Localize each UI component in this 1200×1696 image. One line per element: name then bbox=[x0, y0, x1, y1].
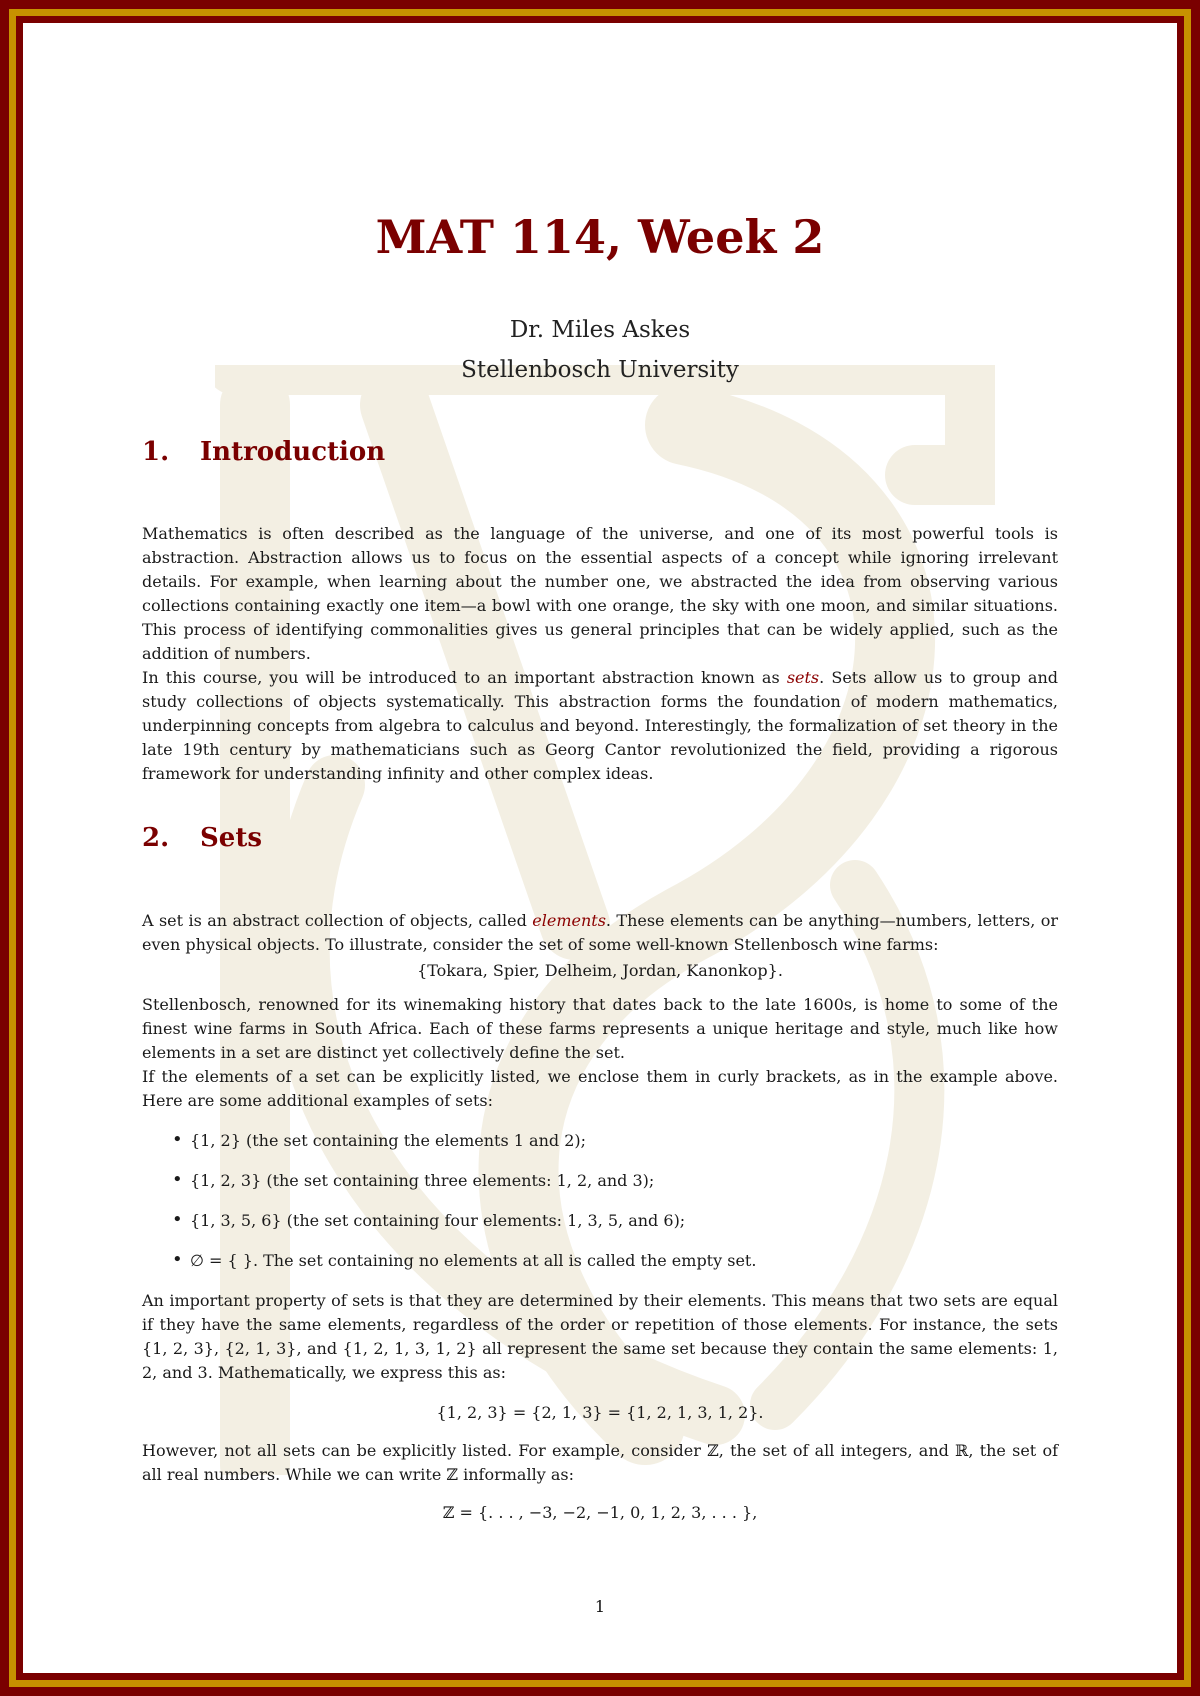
intro-paragraph-abstraction: Mathematics is often described as the language of the universe, and one of its most powerful tools is abstraction. Abstraction allows us to focus on the essential aspects of a concept while ignoring irrelevant details. For example, when learning about the number one, we abstracted the idea from observing various collections containing exactly one item—a bowl with one orange, the sky with one moon, and similar situations. This process of identifying commonalities gives us general principles that can be widely applied, such as the addition of numbers. bbox=[142, 524, 1058, 663]
integers-paragraph: However, not all sets can be explicitly listed. For example, consider ℤ, the set of all integers, and ℝ, the set of all real numbers. While we can write ℤ informally as: bbox=[142, 1441, 1058, 1484]
page-number: 1 bbox=[594, 1597, 606, 1616]
author-name: Dr. Miles Askes bbox=[509, 317, 691, 343]
sets-body bbox=[142, 909, 1058, 1525]
property-paragraph: An important property of sets is that they are determined by their elements. This means that two sets are equal if they have the same elements, regardless of the order or repetition of those elements. For instance, the sets {1, 2, 3}, {2, 1, 3}, and {1, 2, 1, 3, 1, 2} all represent the same set because they contain the same elements: 1, 2, and 3. Mathematically, we express this as: bbox=[142, 1291, 1058, 1382]
example-set-text: ∅ = { }. The set containing no elements at all is called the empty set. bbox=[190, 1251, 757, 1270]
integers-equation: ℤ = {. . . , −3, −2, −1, 0, 1, 2, 3, . . . }, bbox=[442, 1503, 758, 1522]
heritage-paragraph: Stellenbosch, renowned for its winemaking history that dates back to the late 1600s, is home to some of the finest wine farms in South Africa. Each of these farms represents a unique heritage and style, much like how elements in a set are distinct yet collectively define the set. bbox=[142, 995, 1058, 1062]
section-title: Sets bbox=[200, 823, 262, 853]
list-item bbox=[142, 1249, 1058, 1273]
list-item bbox=[142, 1129, 1058, 1153]
author-block bbox=[142, 310, 1058, 390]
example-set-text: {1, 2} (the set containing the elements 1 and 2); bbox=[190, 1131, 587, 1150]
list-item bbox=[142, 1209, 1058, 1233]
section-number: 2. bbox=[142, 823, 170, 853]
document-title: MAT 114, Week 2 bbox=[375, 210, 825, 264]
wine-farm-set: {Tokara, Spier, Delheim, Jordan, Kanonkop}. bbox=[417, 961, 783, 980]
listing-paragraph: If the elements of a set can be explicitly listed, we enclose them in curly brackets, as in the example above. Here are some additional examples of sets: bbox=[142, 1067, 1058, 1110]
example-set-text: {1, 2, 3} (the set containing three elements: 1, 2, and 3); bbox=[190, 1171, 655, 1190]
sets-text-after: . These elements can be anything—numbers, letters, or even physical objects. To illustrate, consider the set of some well-known Stellenbosch wine farms: bbox=[142, 911, 1059, 954]
example-set-text: {1, 3, 5, 6} (the set containing four elements: 1, 3, 5, and 6); bbox=[190, 1211, 686, 1230]
author-affiliation: Stellenbosch University bbox=[461, 357, 739, 383]
sets-text-before: A set is an abstract collection of objects, called bbox=[142, 911, 533, 930]
set-equality-equation: {1, 2, 3} = {2, 1, 3} = {1, 2, 1, 3, 1, 2}. bbox=[436, 1403, 764, 1422]
list-item bbox=[142, 1169, 1058, 1193]
section-heading-sets bbox=[142, 823, 262, 853]
section-heading-introduction bbox=[142, 437, 385, 467]
example-sets-list bbox=[142, 1129, 1058, 1273]
section-number: 1. bbox=[142, 437, 170, 467]
intro-text-after: . Sets allow us to group and study collections of objects systematically. This abstraction forms the foundation of modern mathematics, underpinning concepts from algebra to calculus and beyond. Interestingly, the formalization of set theory in the late 19th century by mathematicians such as Georg Cantor revolutionized the field, providing a rigorous framework for understanding infinity and other complex ideas. bbox=[142, 668, 1058, 783]
intro-text-before: In this course, you will be introduced to an important abstraction known as bbox=[142, 668, 787, 687]
section-title: Introduction bbox=[200, 437, 386, 467]
intro-paragraph-sets bbox=[142, 666, 1058, 786]
term-elements: elements bbox=[532, 911, 606, 930]
introduction-body bbox=[142, 522, 1058, 786]
term-sets: sets bbox=[786, 668, 820, 687]
sets-intro-paragraph bbox=[142, 909, 1058, 957]
